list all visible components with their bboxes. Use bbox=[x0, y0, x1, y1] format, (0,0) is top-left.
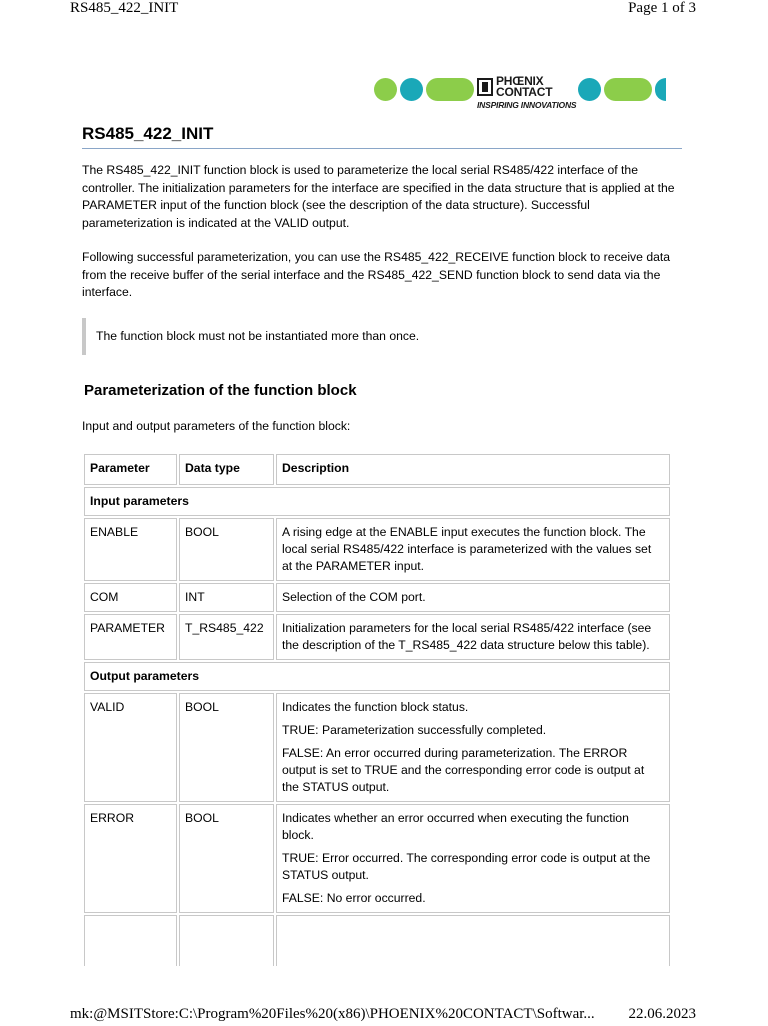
param-description bbox=[276, 583, 670, 612]
param-desc-text: TRUE: Error occurred. The corresponding error code is output at the STATUS output. bbox=[282, 851, 651, 882]
output-section-row bbox=[84, 662, 670, 691]
logo-pill-green-1 bbox=[426, 78, 474, 101]
param-desc-text: Selection of the COM port. bbox=[282, 590, 426, 604]
empty-cell bbox=[179, 915, 274, 966]
followup-paragraph: Following successful parameterization, you can use the RS485_422_RECEIVE function block to receive data from the receive buffer of the serial interface and the RS485_422_SEND function block to send data via the interface. bbox=[82, 250, 671, 299]
param-type: BOOL bbox=[179, 804, 274, 913]
logo-mark-icon bbox=[477, 78, 493, 96]
param-name: ERROR bbox=[84, 804, 177, 913]
header-parameter: Parameter bbox=[84, 454, 177, 485]
param-desc-text: Initialization parameters for the local serial RS485/422 interface (see the description of the T_RS485_422 data structure below this table). bbox=[282, 621, 652, 652]
param-desc-text: Indicates the function block status. bbox=[282, 700, 469, 714]
logo-pill-green-2 bbox=[604, 78, 652, 101]
param-desc-text: FALSE: No error occurred. bbox=[282, 891, 426, 905]
output-section-label: Output parameters bbox=[84, 662, 670, 691]
table-row bbox=[84, 583, 670, 612]
param-desc-text: A rising edge at the ENABLE input executes the function block. The local serial RS485/422 interface is parameterized with the values set at the PARAMETER input. bbox=[282, 525, 652, 573]
phoenix-contact-logo bbox=[374, 74, 666, 110]
input-section-row bbox=[84, 487, 670, 516]
param-name: COM bbox=[84, 583, 177, 612]
table-row bbox=[84, 614, 670, 660]
empty-cell bbox=[276, 915, 670, 966]
param-name: ENABLE bbox=[84, 518, 177, 581]
param-type: BOOL bbox=[179, 693, 274, 802]
intro-paragraph: The RS485_422_INIT function block is used to parameterize the local serial RS485/422 interface of the controller. The initialization parameters for the interface are specified in the data structure that is applied at the PARAMETER input of the function block (see the description of the data structure). Successful parameterization is indicated at the VALID output. bbox=[82, 163, 675, 230]
param-desc-text: TRUE: Parameterization successfully completed. bbox=[282, 723, 547, 737]
logo-brand-line2: CONTACT bbox=[496, 85, 553, 99]
print-header bbox=[0, 0, 768, 20]
header-data-type: Data type bbox=[179, 454, 274, 485]
logo-tagline: INSPIRING INNOVATIONS bbox=[477, 100, 577, 110]
table-header-row bbox=[84, 454, 670, 485]
logo-dot-teal-2 bbox=[578, 78, 601, 101]
param-name: PARAMETER bbox=[84, 614, 177, 660]
logo-brand bbox=[477, 76, 577, 100]
note-text: The function block must not be instantiated more than once. bbox=[96, 329, 420, 343]
logo-dot-teal-3 bbox=[655, 78, 666, 101]
param-type: INT bbox=[179, 583, 274, 612]
table-row bbox=[84, 693, 670, 802]
note-box bbox=[82, 318, 682, 355]
param-type: BOOL bbox=[179, 518, 274, 581]
print-footer-path: mk:@MSITStore:C:\Program%20Files%20(x86)\PHOENIX%20CONTACT\Softwar... bbox=[70, 1006, 595, 1022]
param-desc-text: Indicates whether an error occurred when executing the function block. bbox=[282, 811, 629, 842]
input-section-label: Input parameters bbox=[84, 487, 670, 516]
logo-dot-green-1 bbox=[374, 78, 397, 101]
logo-brand-line1: PHŒNIX bbox=[496, 74, 544, 88]
section-title: Parameterization of the function block bbox=[84, 382, 357, 399]
logo-dot-teal-1 bbox=[400, 78, 423, 101]
table-row bbox=[84, 518, 670, 581]
print-header-page: Page 1 of 3 bbox=[628, 0, 696, 16]
parameters-table bbox=[82, 452, 672, 968]
print-footer bbox=[0, 1006, 768, 1026]
param-description bbox=[276, 518, 670, 581]
section-intro: Input and output parameters of the function block: bbox=[82, 419, 351, 433]
param-description bbox=[276, 614, 670, 660]
param-description bbox=[276, 693, 670, 802]
print-footer-date: 22.06.2023 bbox=[628, 1006, 696, 1022]
header-description: Description bbox=[276, 454, 670, 485]
page-title: RS485_422_INIT bbox=[82, 124, 682, 149]
param-type: T_RS485_422 bbox=[179, 614, 274, 660]
param-description bbox=[276, 804, 670, 913]
empty-cell bbox=[84, 915, 177, 966]
print-header-doc-name: RS485_422_INIT bbox=[70, 0, 179, 16]
logo-brand-text bbox=[496, 76, 552, 98]
param-desc-text: FALSE: An error occurred during parameterization. The ERROR output is set to TRUE and the corresponding error code is output at the STATUS output. bbox=[282, 746, 645, 794]
table-row bbox=[84, 804, 670, 913]
table-row-continued bbox=[84, 915, 670, 966]
param-name: VALID bbox=[84, 693, 177, 802]
